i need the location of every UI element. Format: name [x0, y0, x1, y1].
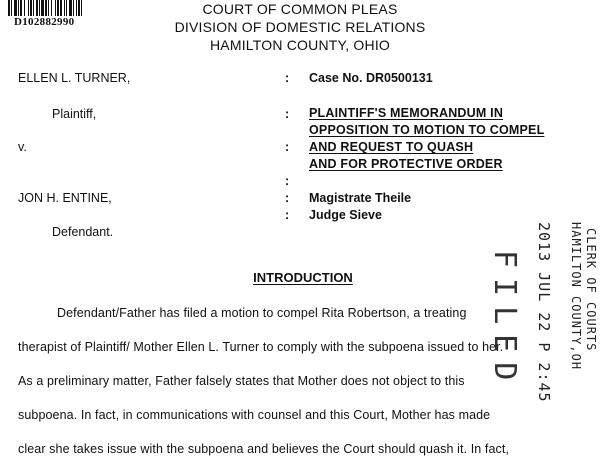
document-id: D102882990 — [14, 16, 75, 28]
caption-colon: : — [285, 191, 290, 205]
document-title-line: AND REQUEST TO QUASH — [309, 140, 474, 154]
court-county: HAMILTON COUNTY, OHIO — [210, 37, 390, 53]
plaintiff-name: ELLEN L. TURNER, — [18, 71, 131, 85]
caption-colon: : — [285, 208, 290, 222]
caption-colon: : — [285, 140, 290, 154]
judge-name: Judge Sieve — [309, 208, 382, 222]
case-number: Case No. DR0500131 — [309, 71, 433, 85]
document-title-line: PLAINTIFF'S MEMORANDUM IN — [309, 106, 504, 120]
clerk-stamp-line: CLERK OF COURTS — [584, 228, 598, 352]
magistrate-name: Magistrate Theile — [309, 191, 412, 205]
court-division: DIVISION OF DOMESTIC RELATIONS — [174, 19, 426, 35]
caption-colon: : — [285, 107, 290, 121]
filed-stamp: FILED — [487, 250, 522, 391]
defendant-role: Defendant. — [52, 225, 114, 239]
versus-label: v. — [18, 140, 27, 154]
body-text-line: clear she takes issue with the subpoena and believes the Court should quash it. In fact, — [18, 442, 510, 456]
defendant-name: JON H. ENTINE, — [18, 191, 112, 205]
body-text-line: therapist of Plaintiff/ Mother Ellen L. Turner to comply with the subpoena issued to her. — [18, 340, 504, 354]
body-text-line: Defendant/Father has filed a motion to compel Rita Robertson, a treating — [57, 306, 467, 320]
caption-colon: : — [285, 71, 290, 85]
filed-date-stamp: 2013 JUL 22 P 2:45 — [535, 222, 553, 403]
caption-colon: : — [285, 174, 290, 188]
body-text-line: subpoena. In fact, in communications with counsel and this Court, Mother has made — [18, 408, 491, 422]
court-name: COURT OF COMMON PLEAS — [202, 1, 398, 17]
section-heading: INTRODUCTION — [253, 270, 353, 285]
clerk-stamp-line: HAMILTON COUNTY,OH — [569, 222, 583, 371]
document-title-line: AND FOR PROTECTIVE ORDER — [309, 157, 503, 171]
body-text-line: As a preliminary matter, Father falsely states that Mother does not object to this — [18, 374, 465, 388]
document-title-line: OPPOSITION TO MOTION TO COMPEL — [309, 123, 545, 137]
plaintiff-role: Plaintiff, — [52, 107, 97, 121]
